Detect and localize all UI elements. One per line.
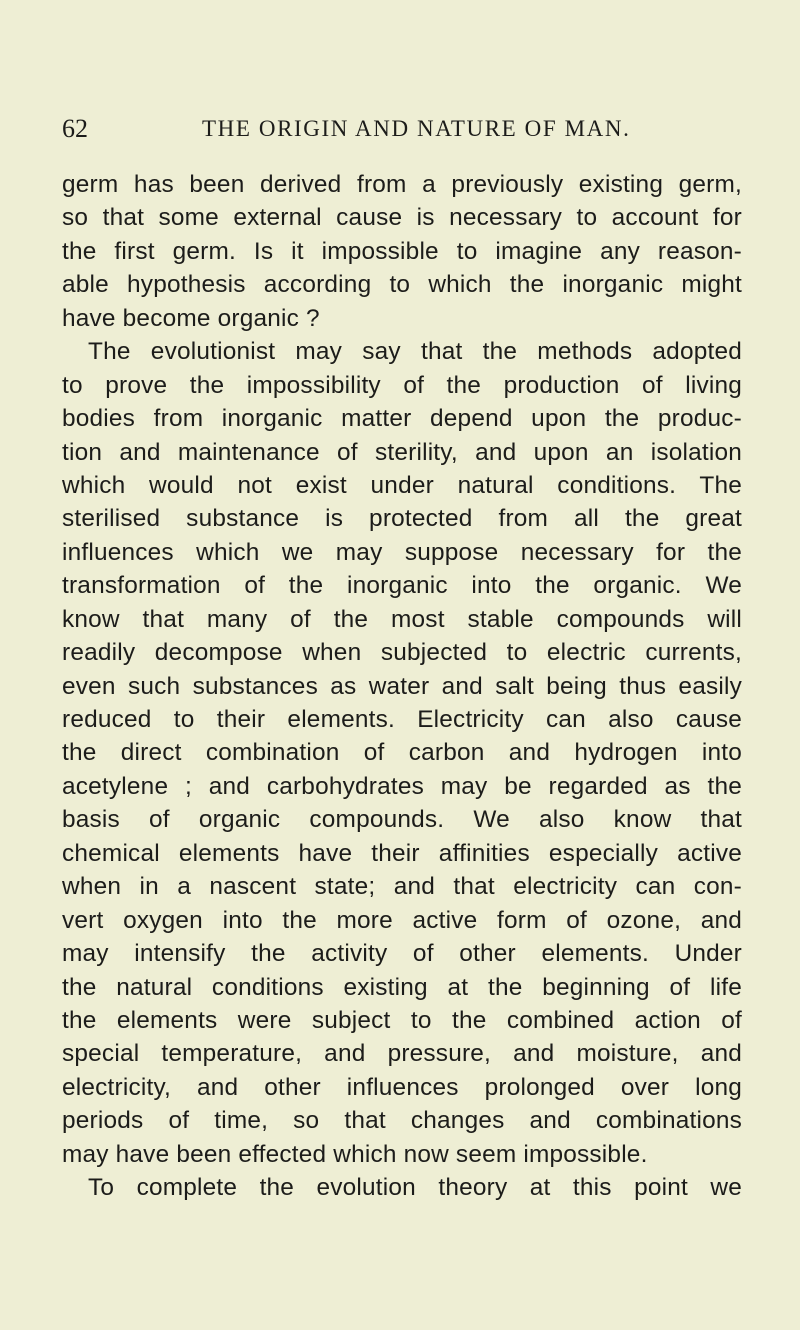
text-line: acetylene ; and carbohydrates may be regarded as the [62,772,742,800]
text-line: sterilised substance is protected from all the great [62,505,742,533]
text-line: may have been effected which now seem impossible. [62,1140,648,1168]
text-line: electricity, and other influences prolonged over long [62,1073,742,1101]
text-line: basis of organic compounds. We also know that [62,806,742,834]
text-line: the first germ. Is it impossible to imagine any reason- [62,237,742,265]
text-line: may intensify the activity of other elements. Under [62,940,742,968]
text-line: have become organic ? [62,304,320,332]
text-line: transformation of the inorganic into the organic. We [62,572,742,600]
text-line: even such substances as water and salt being thus easily [62,672,742,700]
text-line: the direct combination of carbon and hydrogen into [62,739,742,767]
text-line: reduced to their elements. Electricity can also cause [62,706,742,733]
text-line: the elements were subject to the combined action of [62,1006,742,1034]
running-header [62,112,740,146]
text-line: to prove the impossibility of the production of living [62,371,742,399]
text-line: know that many of the most stable compounds will [62,605,742,633]
text-line: vert oxygen into the more active form of ozone, and [62,906,742,934]
text-line: able hypothesis according to which the inorganic might [62,271,742,299]
text-line: bodies from inorganic matter depend upon the produc- [62,405,742,433]
text-line: the natural conditions existing at the beginning of life [62,973,742,1001]
text-line: tion and maintenance of sterility, and upon an isolation [62,438,742,466]
text-line: To complete the evolution theory at this point we [88,1174,742,1202]
text-line: when in a nascent state; and that electricity can con- [62,873,742,901]
text-line: which would not exist under natural conditions. The [62,471,742,499]
text-line: special temperature, and pressure, and moisture, and [62,1040,742,1068]
text-line: germ has been derived from a previously existing germ, [62,171,742,198]
text-line: influences which we may suppose necessary for the [62,538,742,566]
text-line: readily decompose when subjected to electric currents, [62,639,742,667]
text-line: The evolutionist may say that the methods adopted [88,338,742,366]
text-line: so that some external cause is necessary to account for [62,204,742,232]
page-number: 62 [62,114,88,143]
running-title: THE ORIGIN AND NATURE OF MAN. [202,116,631,141]
body-text [62,168,742,1205]
text-line: chemical elements have their affinities especially active [62,839,742,867]
text-line: periods of time, so that changes and combinations [62,1107,742,1135]
